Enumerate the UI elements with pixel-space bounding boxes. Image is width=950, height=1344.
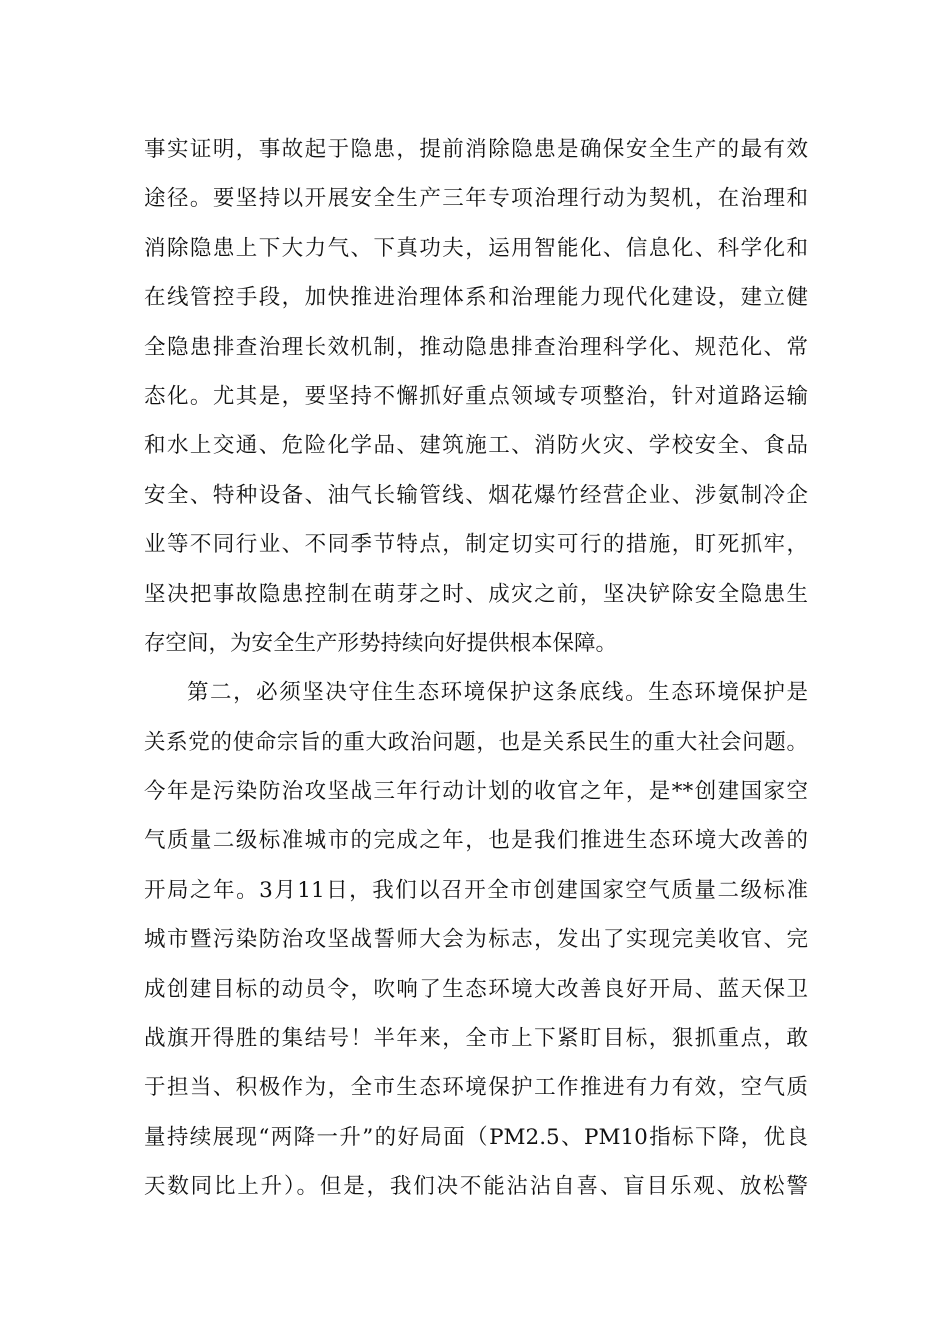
text-line: 途径。要坚持以开展安全生产三年专项治理行动为契机，在治理和 (144, 186, 808, 212)
text-line: 第二，必须坚决守住生态环境保护这条底线。生态环境保护是 (187, 680, 808, 706)
text-line: 于担当、积极作为，全市生态环境保护工作推进有力有效，空气质 (144, 1075, 808, 1101)
text-line: 今年是污染防治攻坚战三年行动计划的收官之年，是**创建国家空 (144, 779, 808, 805)
text-line: 全隐患排查治理长效机制，推动隐患排查治理科学化、规范化、常 (144, 334, 808, 360)
text-line: 安全、特种设备、油气长输管线、烟花爆竹经营企业、涉氨制冷企 (144, 482, 808, 508)
text-line: 量持续展现“两降一升”的好局面（PM2.5、PM10指标下降，优良 (144, 1124, 808, 1150)
text-line: 存空间，为安全生产形势持续向好提供根本保障。 (144, 630, 618, 656)
text-line: 消除隐患上下大力气、下真功夫，运用智能化、信息化、科学化和 (144, 235, 808, 261)
text-line: 在线管控手段，加快推进治理体系和治理能力现代化建设，建立健 (144, 285, 808, 311)
text-line: 和水上交通、危险化学品、建筑施工、消防火灾、学校安全、食品 (144, 433, 808, 459)
text-line: 关系党的使命宗旨的重大政治问题，也是关系民生的重大社会问题。 (144, 729, 808, 755)
text-line: 事实证明，事故起于隐患，提前消除隐患是确保安全生产的最有效 (144, 137, 808, 162)
text-line: 成创建目标的动员令，吹响了生态环境大改善良好开局、蓝天保卫 (144, 976, 808, 1002)
text-line: 开局之年。3月11日，我们以召开全市创建国家空气质量二级标准 (144, 877, 808, 903)
text-line: 天数同比上升）。但是，我们决不能沾沾自喜、盲目乐观、放松警 (144, 1174, 808, 1200)
text-line: 态化。尤其是，要坚持不懈抓好重点领域专项整治，针对道路运输 (144, 383, 808, 409)
document-body (144, 125, 808, 1212)
paragraph-ecological-protection (144, 668, 808, 1211)
text-line: 坚决把事故隐患控制在萌芽之时、成灾之前，坚决铲除安全隐患生 (144, 581, 808, 607)
text-line: 战旗开得胜的集结号！半年来，全市上下紧盯目标，狠抓重点，敢 (144, 1026, 808, 1052)
paragraph-safety-hazards (144, 125, 808, 668)
text-line: 气质量二级标准城市的完成之年，也是我们推进生态环境大改善的 (144, 828, 808, 854)
text-line: 业等不同行业、不同季节特点，制定切实可行的措施，盯死抓牢， (144, 532, 808, 558)
text-line: 城市暨污染防治攻坚战誓师大会为标志，发出了实现完美收官、完 (144, 927, 808, 953)
